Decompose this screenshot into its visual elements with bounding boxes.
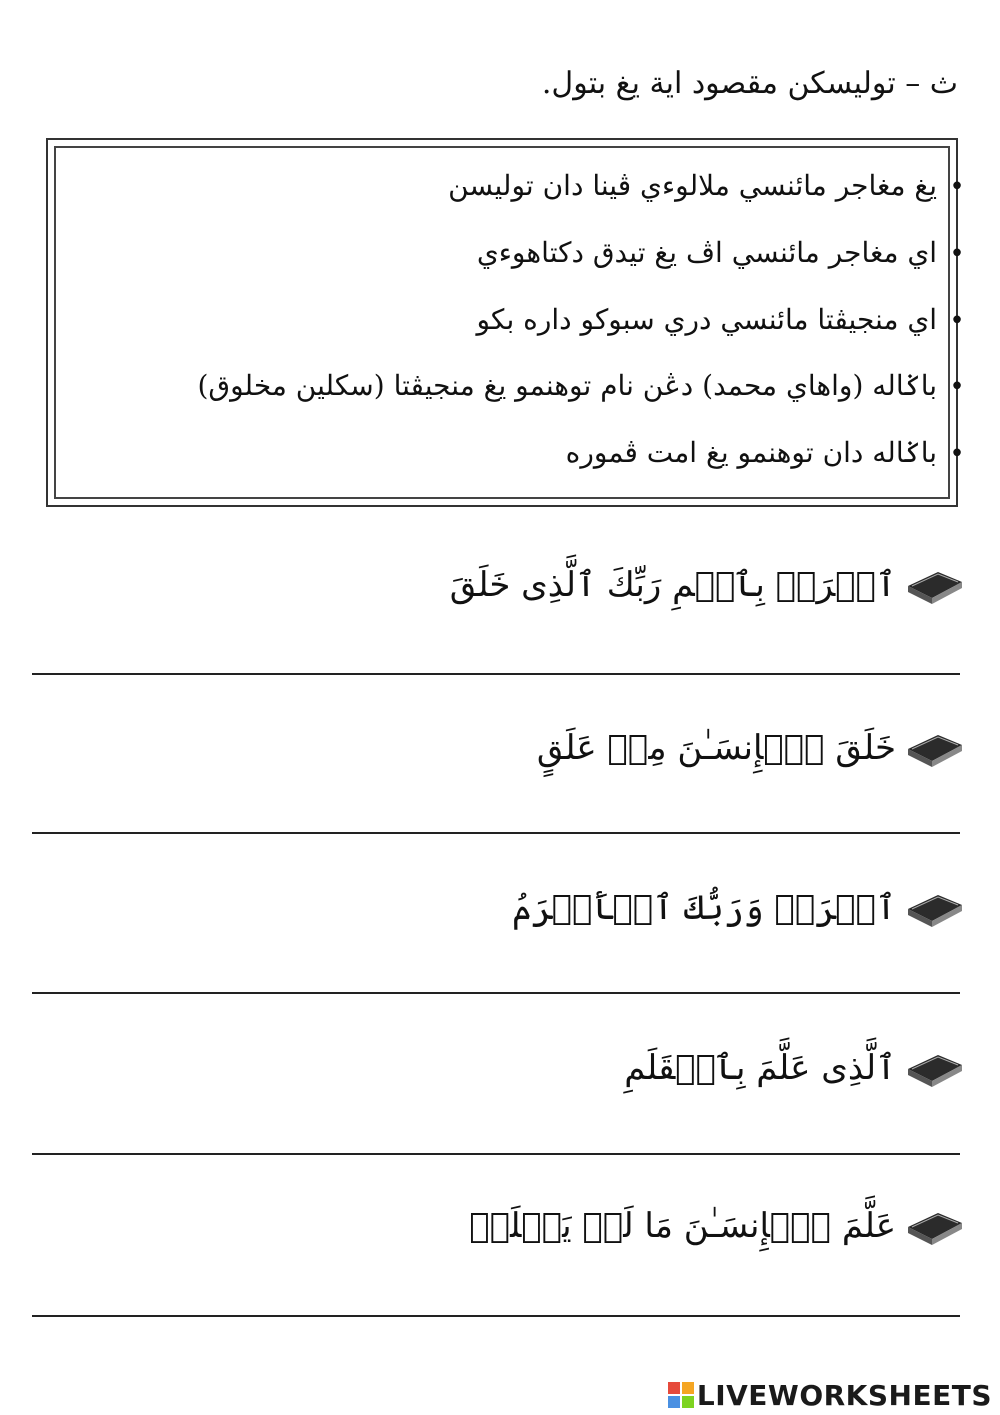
book-icon — [904, 887, 964, 929]
liveworksheets-logo — [668, 1378, 992, 1412]
answer-field-5[interactable] — [32, 1315, 960, 1317]
option-text: اي مغاجر مائنسي اڤ يغ تيدق دكتاهوءي — [476, 236, 938, 269]
verse-text: خَلَقَ ٱلۡإِنسَـٰنَ مِنۡ عَلَقٍ — [536, 728, 896, 768]
answer-field-4[interactable] — [32, 1153, 960, 1155]
instruction-heading: ث – توليسكن مقصود اية يغ بتول. — [541, 66, 958, 101]
liveworksheets-logo-icon — [668, 1382, 694, 1408]
book-icon — [904, 1205, 964, 1247]
option-item-1 — [148, 166, 968, 207]
verse-row-2 — [264, 718, 964, 778]
answer-field-1[interactable] — [32, 673, 960, 675]
verse-text: ٱقۡرَأۡ وَرَبُّكَ ٱلۡأَكۡرَمُ — [511, 888, 896, 928]
option-text: باݢاله دان توهنمو يغ امت ڤموره — [565, 436, 938, 469]
option-text: باݢاله (واهاي محمد) دڠن نام توهنمو يغ منجيڤتا (سكلين مخلوق) — [197, 369, 938, 402]
book-icon — [904, 1047, 964, 1089]
bullet-icon: • — [949, 239, 965, 269]
bullet-icon: • — [949, 172, 965, 202]
option-item-5 — [148, 433, 968, 474]
logo-text: LIVEWORKSHEETS — [696, 1378, 992, 1412]
verse-text: ٱلَّذِى عَلَّمَ بِٱلۡقَلَمِ — [624, 1048, 896, 1088]
verse-text: عَلَّمَ ٱلۡإِنسَـٰنَ مَا لَمۡ يَعۡلَمۡ — [469, 1206, 896, 1246]
option-item-2 — [148, 233, 968, 274]
option-item-4 — [148, 366, 968, 407]
book-icon — [904, 564, 964, 606]
bullet-icon: • — [949, 306, 965, 336]
answer-field-3[interactable] — [32, 992, 960, 994]
verse-text: ٱقۡرَأۡ بِٱسۡمِ رَبِّكَ ٱلَّذِى خَلَقَ — [449, 565, 896, 605]
option-item-3 — [148, 300, 968, 341]
bullet-icon: • — [949, 372, 965, 402]
verse-row-4 — [264, 1038, 964, 1098]
bullet-icon: • — [949, 439, 965, 469]
option-text: اي منجيڤتا مائنسي دري سبوكو داره بكو — [476, 303, 938, 336]
verse-row-5 — [264, 1196, 964, 1256]
verse-row-1 — [264, 555, 964, 615]
book-icon — [904, 727, 964, 769]
option-text: يغ مغاجر مائنسي ملالوءي ڤينا دان توليسن — [448, 169, 938, 202]
verse-row-3 — [264, 878, 964, 938]
answer-field-2[interactable] — [32, 832, 960, 834]
